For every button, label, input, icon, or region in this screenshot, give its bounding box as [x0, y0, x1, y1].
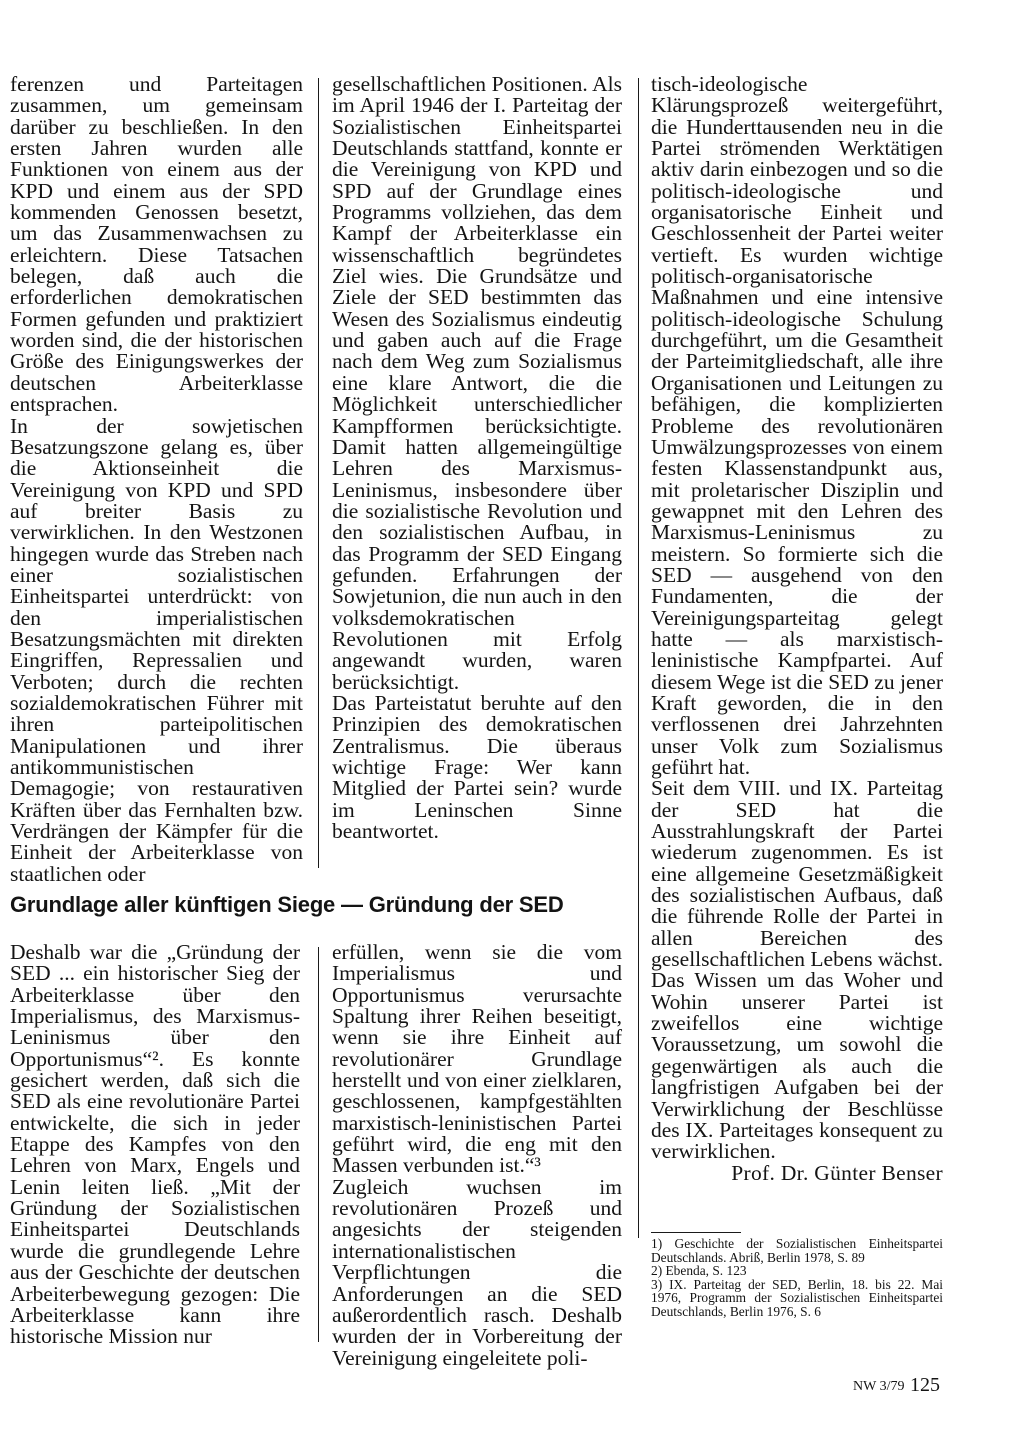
column-divider	[638, 78, 639, 1238]
column-divider	[318, 947, 319, 1342]
column-3	[651, 74, 943, 1184]
column-2-top	[332, 74, 622, 842]
author-line: Prof. Dr. Günter Benser	[731, 1160, 943, 1185]
paragraph: Zugleich wuchsen im revolutionären Prozeß und angesichts der steigenden internationalistischen Verpflichtungen die Anforderungen an die SED außerordentlich rasch. Deshalb wurden der in Vorbereitung der Vereinigung eingeleitete poli-	[332, 1174, 622, 1370]
paragraph: In der sowjetischen Besatzungszone gelang es, über die Aktionseinheit die Vereinigung von KPD und SPD auf breiter Basis zu verwirklichen. In den Westzonen hingegen wurde das Streben nach einer sozialistischen Einheitspartei unterdrückt: von den imperialistischen Besatzungsmächten mit direkten Eingriffen, Repressalien und Verboten; durch die rechten sozialdemokratischen Führer mit ihren parteipolitischen Manipulationen und ihrer antikommunistischen Demagogie; von restaurativen Kräften über das Fernhalten bzw. Verdrängen der Kämpfer für die Einheit der Arbeiterklasse von staatlichen oder	[10, 413, 303, 886]
footnote-divider	[651, 1232, 741, 1233]
paragraph: Seit dem VIII. und IX. Parteitag der SED hat die Ausstrahlungskraft der Partei wiederum zugenommen. Es ist eine allgemeine Gesetzmäßigkeit des sozialistischen Aufbaus, daß die führende Rolle der Partei in allen Bereichen des gesellschaftlichen Lebens wächst. Das Wissen um das Woher und Wohin unserer Partei ist zweifellos eine wichtige Voraussetzung, um sowohl die gegenwärtigen als auch die langfristigen Aufgaben bei der Verwirklichung der Beschlüsse des IX. Parteitages konsequent zu verwirklichen.	[651, 776, 943, 1164]
column-1-bottom	[10, 942, 300, 1348]
paragraph: erfüllen, wenn sie die vom Imperialismus und Opportunismus verursachte Spaltung ihrer Reihen beseitigt, wenn sie ihre Einheit auf revolutionärer Grundlage herstellt und von einer zielklaren, geschlossenen, kampfgestählten marxistisch-leninistischen Partei geführt wird, die eng mit den Massen verbunden ist.“³	[332, 940, 622, 1178]
issue-label: NW 3/79	[853, 1379, 905, 1394]
footnote: 3) IX. Parteitag der SED, Berlin, 18. bis 22. Mai 1976, Programm der Sozialistischen Einheitspartei Deutschlands, Berlin 1976, S. 6	[651, 1276, 943, 1319]
column-1-top	[10, 74, 303, 885]
paragraph: Deshalb war die „Gründung der SED ... ein historischer Sieg der Arbeiterklasse über den Imperialismus, des Marxismus-Leninismus über den Opportunismus“². Es konnte gesichert werden, daß sich die SED als eine revolutionäre Partei entwickelte, die sich in jeder Etappe des Kampfes von den Lehren von Marx, Engels und Lenin leiten ließ. „Mit der Gründung der Sozialistischen Einheitspartei Deutschlands wurde die grundlegende Lehre aus der Geschichte der deutschen Arbeiterbewegung gezogen: Die Arbeiterklasse kann ihre historische Mission nur	[10, 940, 300, 1349]
column-2-bottom	[332, 942, 622, 1369]
paragraph: tisch-ideologische Klärungsprozeß weitergeführt, die Hunderttausenden neu in die Partei strömenden Werktätigen aktiv darin einbezogen und so die politisch-ideologische und organisatorische Einheit und Geschlossenheit der Partei weiter vertieft. Es wurden wichtige politisch-organisatorische Maßnahmen und eine intensive politisch-ideologische Schulung durchgeführt, um die Gesamtheit der Parteimitgliedschaft, alle ihre Organisationen und Leitungen zu befähigen, die komplizierten Probleme des revolutionären Umwälzungsprozesses von einem festen Klassenstandpunkt aus, mit proletarischer Disziplin und gewappnet mit den Lehren des Marxismus-Leninismus zu meistern. So formierte sich die SED — ausgehend von den Fundamenten, die der Vereinigungsparteitag gelegt hatte — als marxistisch-leninistische Kampfpartei. Auf diesem Wege ist die SED zu jener Kraft geworden, die in den verflossenen drei Jahrzehnten unser Volk zum Sozialismus geführt hat.	[651, 72, 943, 779]
paragraph: Das Parteistatut beruhte auf den Prinzipien des demokratischen Zentralismus. Die überaus wichtige Frage: Wer kann Mitglied der Partei sein? wurde im Leninschen Sinne beantwortet.	[332, 690, 622, 844]
column-divider	[318, 78, 319, 868]
paragraph: gesellschaftlichen Positionen. Als im April 1946 der I. Parteitag der Sozialistischen Einheitspartei Deutschlands stattfand, konnte er die Vereinigung von KPD und SPD auf der Grundlage eines Programms vollziehen, das dem Kampf der Arbeiterklasse ein wissenschaftlich begründetes Ziel wies. Die Grundsätze und Ziele der SED bestimmten das Wesen des Sozialismus eindeutig und gaben auch auf die Frage nach dem Weg zum Sozialismus eine klare Antwort, die die Möglichkeit unterschiedlicher Kampfformen berücksichtigte. Damit hatten allgemeingültige Lehren des Marxismus-Leninismus, insbesondere über die sozialistische Revolution und den sozialistischen Aufbau, in das Programm der SED Eingang gefunden. Erfahrungen der Sowjetunion, die nun auch in den volksdemokratischen Revolutionen mit Erfolg angewandt wurden, waren berücksichtigt.	[332, 72, 622, 694]
page-number: 125	[910, 1374, 940, 1396]
footnotes	[651, 1237, 943, 1319]
footnote: 1) Geschichte der Sozialistischen Einheitspartei Deutschlands. Abriß, Berlin 1978, S. 89	[651, 1236, 943, 1265]
footnote: 2) Ebenda, S. 123	[651, 1263, 747, 1279]
section-heading: Grundlage aller künftigen Siege — Gründung der SED	[10, 892, 564, 917]
paragraph: ferenzen und Parteitagen zusammen, um gemeinsam darüber zu beschließen. In den ersten Jahren wurden alle Funktionen von einem aus der KPD und einem aus der SPD kommenden Genossen besetzt, um das Zusammenwachsen zu erleichtern. Diese Tatsachen belegen, daß auch die erforderlichen demokratischen Formen gefunden und praktiziert worden sind, die der historischen Größe des Einigungswerkes der deutschen Arbeiterklasse entsprachen.	[10, 72, 303, 417]
